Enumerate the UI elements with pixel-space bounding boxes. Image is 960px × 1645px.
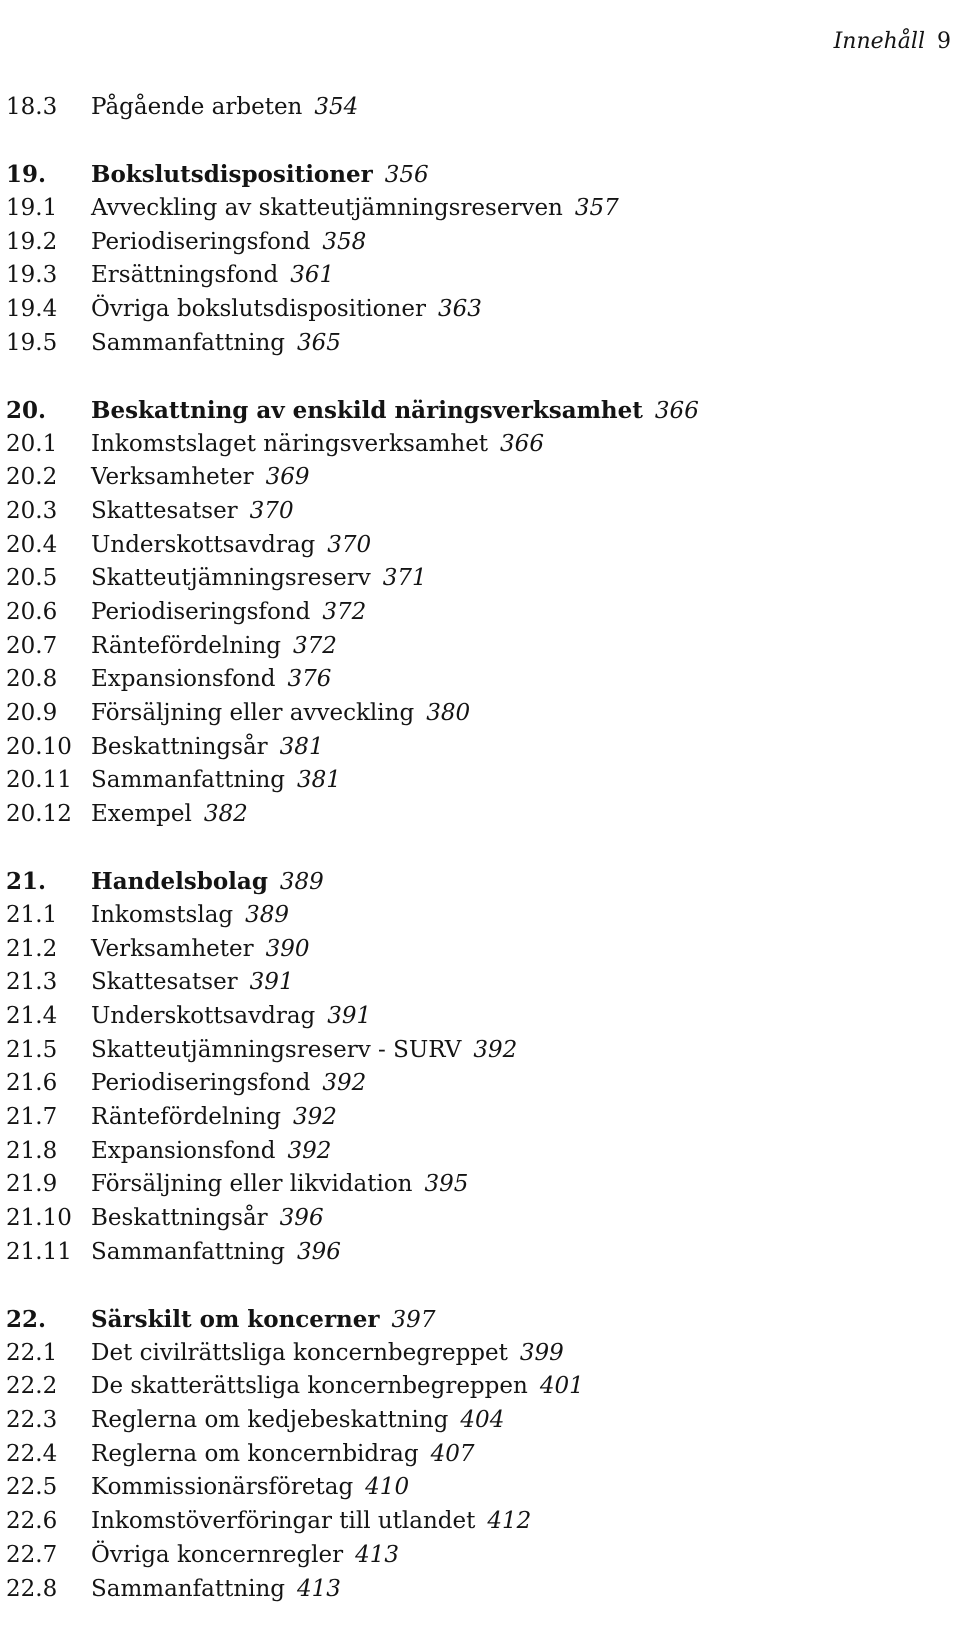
section-title: Försäljning eller likvidation xyxy=(91,1171,413,1198)
section-title: Skattesatser xyxy=(91,969,238,996)
chapter-title: Beskattning av enskild näringsverksamhet xyxy=(91,396,643,424)
entry-title-group xyxy=(91,461,310,495)
section-number: 21.2 xyxy=(6,935,58,962)
toc-entry[interactable] xyxy=(6,495,946,529)
toc-entry[interactable] xyxy=(6,1539,946,1573)
section-number: 20.11 xyxy=(6,767,72,794)
section-title: Reglerna om koncernbidrag xyxy=(91,1440,419,1467)
toc-entry[interactable] xyxy=(6,1370,946,1404)
section-title: Skattesatser xyxy=(91,497,238,524)
toc-entry[interactable] xyxy=(6,1438,946,1472)
page-reference: 363 xyxy=(437,295,482,322)
entry-title-group xyxy=(91,899,289,933)
section-title: Underskottsavdrag xyxy=(91,1003,316,1029)
toc-entry[interactable] xyxy=(6,933,946,967)
section-number: 20.12 xyxy=(6,801,72,828)
entry-title-group xyxy=(91,428,544,462)
toc-entry[interactable] xyxy=(6,596,946,630)
page-reference: 354 xyxy=(314,94,359,120)
chapter-number: 20. xyxy=(6,396,47,424)
section-title: Ersättningsfond xyxy=(91,262,279,289)
page-reference: 396 xyxy=(297,1238,341,1265)
section-title: Verksamheter xyxy=(91,464,254,491)
entry-title-group xyxy=(91,1404,504,1438)
section-title: Inkomstslaget näringsverksamhet xyxy=(91,430,489,457)
page-reference: 392 xyxy=(473,1036,518,1063)
section-number: 20.7 xyxy=(6,632,58,659)
page-reference: 412 xyxy=(487,1508,532,1535)
page-reference: 399 xyxy=(519,1339,564,1366)
section-number: 20.9 xyxy=(6,700,58,726)
section-number: 22.7 xyxy=(6,1541,58,1568)
section-title: De skatterättsliga koncernbegreppen xyxy=(91,1373,528,1400)
page-reference: 380 xyxy=(426,700,471,726)
section-title: Expansionsfond xyxy=(91,1137,276,1164)
page-reference: 370 xyxy=(249,497,294,524)
toc-entry[interactable] xyxy=(6,461,946,495)
page-reference: 366 xyxy=(500,430,544,457)
page-reference: 413 xyxy=(355,1541,400,1568)
section-title: Det civilrättsliga koncernbegreppet xyxy=(91,1339,508,1366)
section-title: Sammanfattning xyxy=(91,1575,286,1602)
entry-title-group xyxy=(91,1337,564,1371)
toc-entry[interactable] xyxy=(6,1067,946,1101)
entry-title-group xyxy=(91,226,366,260)
section-title: Periodiseringsfond xyxy=(91,598,311,625)
section-title: Avveckling av skatteutjämningsreserven xyxy=(91,194,563,221)
toc-entry[interactable] xyxy=(6,630,946,664)
chapter-number: 22. xyxy=(6,1306,47,1333)
toc-entry[interactable] xyxy=(6,1000,946,1034)
page-reference: 381 xyxy=(279,733,324,760)
table-of-contents xyxy=(6,91,946,1640)
page-reference: 389 xyxy=(245,901,290,928)
section-number: 21.6 xyxy=(6,1070,58,1097)
page-reference: 376 xyxy=(287,666,332,693)
chapter-number: 19. xyxy=(6,161,47,189)
toc-entry[interactable] xyxy=(6,1505,946,1539)
toc-entry[interactable] xyxy=(6,899,946,933)
toc-chapter-block xyxy=(6,158,946,360)
page-reference: 366 xyxy=(654,397,699,424)
entry-title-group xyxy=(91,1438,474,1472)
section-number: 20.2 xyxy=(6,464,58,491)
section-number: 20.3 xyxy=(6,497,58,524)
page-reference: 392 xyxy=(292,1104,337,1131)
section-title: Försäljning eller avveckling xyxy=(91,700,415,726)
section-number: 20.4 xyxy=(6,531,58,558)
section-title: Reglerna om kedjebeskattning xyxy=(91,1407,449,1434)
page-reference: 401 xyxy=(539,1373,584,1400)
page-reference: 392 xyxy=(287,1137,332,1164)
section-number: 21.7 xyxy=(6,1104,58,1131)
toc-entry[interactable] xyxy=(6,562,946,596)
entry-title-group xyxy=(91,1034,517,1068)
page-reference: 389 xyxy=(279,869,324,896)
entry-title-group xyxy=(91,293,482,327)
entry-title-group xyxy=(91,562,427,596)
page-reference: 372 xyxy=(322,598,367,625)
page-reference: 396 xyxy=(279,1205,324,1232)
toc-entry[interactable] xyxy=(6,192,946,226)
section-number: 19.2 xyxy=(6,228,58,255)
section-title: Räntefördelning xyxy=(91,1104,281,1131)
section-title: Skatteutjämningsreserv xyxy=(91,565,371,592)
section-number: 20.1 xyxy=(6,430,58,457)
section-number: 21.3 xyxy=(6,969,58,996)
section-title: Skatteutjämningsreserv - SURV xyxy=(91,1036,462,1063)
page-reference: 390 xyxy=(265,935,310,962)
entry-title-group xyxy=(91,596,366,630)
entry-title-group xyxy=(91,158,429,193)
section-number: 19.5 xyxy=(6,329,58,356)
entry-title-group xyxy=(91,697,470,731)
entry-title-group xyxy=(91,192,619,226)
entry-title-group xyxy=(91,1471,409,1505)
running-head-title: Innehåll xyxy=(833,29,925,54)
entry-title-group xyxy=(91,1000,371,1034)
page-number: 9 xyxy=(937,29,951,54)
toc-entry[interactable] xyxy=(6,697,946,731)
toc-entry[interactable] xyxy=(6,764,946,798)
page-reference: 391 xyxy=(249,969,294,996)
section-number: 22.1 xyxy=(6,1339,58,1366)
section-number: 21.8 xyxy=(6,1137,58,1164)
section-number: 19.3 xyxy=(6,262,58,289)
section-title: Beskattningsår xyxy=(91,733,268,760)
toc-chapter-heading[interactable] xyxy=(6,394,946,428)
entry-title-group xyxy=(91,1505,531,1539)
section-number: 22.4 xyxy=(6,1440,58,1467)
entry-title-group xyxy=(91,1236,341,1270)
section-number: 22.6 xyxy=(6,1508,58,1535)
toc-entry[interactable] xyxy=(6,663,946,697)
entry-title-group xyxy=(91,259,334,293)
section-title: Räntefördelning xyxy=(91,632,281,659)
toc-entry[interactable] xyxy=(6,428,946,462)
section-number: 20.5 xyxy=(6,565,58,592)
toc-chapter-heading[interactable] xyxy=(6,865,946,899)
page-reference: 358 xyxy=(322,228,367,255)
section-title: Periodiseringsfond xyxy=(91,1070,311,1097)
toc-entry[interactable] xyxy=(6,327,946,361)
toc-entry[interactable] xyxy=(6,226,946,260)
entry-title-group xyxy=(91,495,294,529)
toc-entry[interactable] xyxy=(6,1573,946,1607)
toc-entry[interactable] xyxy=(6,731,946,765)
section-number: 21.11 xyxy=(6,1238,72,1265)
toc-entry[interactable] xyxy=(6,1168,946,1202)
entry-title-group xyxy=(91,1539,399,1573)
toc-chapter-heading[interactable] xyxy=(6,1303,946,1337)
section-number: 19.1 xyxy=(6,194,58,221)
entry-title-group xyxy=(91,1370,584,1404)
section-title: Verksamheter xyxy=(91,935,254,962)
section-number: 20.8 xyxy=(6,666,58,693)
section-title: Inkomstöverföringar till utlandet xyxy=(91,1508,476,1535)
page-reference: 369 xyxy=(265,464,310,491)
section-number: 22.2 xyxy=(6,1373,58,1400)
section-title: Inkomstslag xyxy=(91,901,234,928)
section-title: Övriga koncernregler xyxy=(91,1541,344,1568)
section-number: 21.1 xyxy=(6,901,58,928)
page-reference: 397 xyxy=(391,1307,436,1333)
page-reference: 407 xyxy=(430,1440,475,1467)
toc-chapter-block xyxy=(6,865,946,1269)
page-reference: 370 xyxy=(327,531,372,558)
page-reference: 356 xyxy=(384,162,429,189)
toc-entry[interactable] xyxy=(6,1135,946,1169)
entry-title-group xyxy=(91,1573,341,1607)
entry-title-group xyxy=(91,529,371,563)
toc-chapter-heading[interactable] xyxy=(6,158,946,192)
chapter-number: 21. xyxy=(6,868,47,896)
section-title: Underskottsavdrag xyxy=(91,531,316,558)
section-number: 21.10 xyxy=(6,1205,72,1232)
entry-title-group xyxy=(91,865,324,900)
page-reference: 381 xyxy=(297,767,341,794)
section-number: 22.8 xyxy=(6,1575,58,1602)
section-title: Sammanfattning xyxy=(91,1238,286,1265)
toc-entry[interactable] xyxy=(6,1202,946,1236)
toc-chapter-block xyxy=(6,91,946,125)
entry-title-group xyxy=(91,327,341,361)
section-title: Pågående arbeten xyxy=(91,94,303,120)
entry-title-group xyxy=(91,798,248,832)
toc-entry[interactable] xyxy=(6,1236,946,1270)
section-number: 22.5 xyxy=(6,1474,58,1501)
entry-title-group xyxy=(91,1135,331,1169)
page-reference: 413 xyxy=(297,1575,341,1602)
page-reference: 382 xyxy=(203,801,248,828)
toc-entry[interactable] xyxy=(6,1337,946,1371)
entry-title-group xyxy=(91,933,310,967)
chapter-title: Särskilt om koncerner xyxy=(91,1306,380,1333)
entry-title-group xyxy=(91,394,699,429)
section-title: Exempel xyxy=(91,801,192,828)
entry-title-group xyxy=(91,663,331,697)
page-reference: 361 xyxy=(290,262,335,289)
page-reference: 410 xyxy=(365,1474,410,1501)
section-title: Övriga bokslutsdispositioner xyxy=(91,295,426,322)
entry-title-group xyxy=(91,630,337,664)
chapter-title: Handelsbolag xyxy=(91,868,268,896)
toc-entry[interactable] xyxy=(6,91,946,125)
chapter-title: Bokslutsdispositioner xyxy=(91,161,373,189)
entry-title-group xyxy=(91,966,294,1000)
entry-title-group xyxy=(91,1303,435,1338)
section-number: 20.6 xyxy=(6,598,58,625)
entry-title-group xyxy=(91,1101,337,1135)
toc-entry[interactable] xyxy=(6,1101,946,1135)
page-reference: 404 xyxy=(460,1407,505,1434)
section-number: 20.10 xyxy=(6,733,72,760)
running-head xyxy=(834,28,951,56)
section-title: Kommissionärsföretag xyxy=(91,1474,354,1501)
section-number: 22.3 xyxy=(6,1407,58,1434)
page-reference: 357 xyxy=(574,194,619,221)
page-reference: 392 xyxy=(322,1070,367,1097)
entry-title-group xyxy=(91,1202,324,1236)
toc-entry[interactable] xyxy=(6,798,946,832)
toc-entry[interactable] xyxy=(6,1471,946,1505)
section-title: Sammanfattning xyxy=(91,329,286,356)
toc-chapter-block xyxy=(6,394,946,832)
entry-title-group xyxy=(91,764,341,798)
toc-entry[interactable] xyxy=(6,1034,946,1068)
toc-entry[interactable] xyxy=(6,293,946,327)
page-reference: 372 xyxy=(292,632,337,659)
page-reference: 365 xyxy=(297,329,341,356)
page-reference: 371 xyxy=(382,565,427,592)
section-number: 19.4 xyxy=(6,295,58,322)
section-title: Expansionsfond xyxy=(91,666,276,693)
toc-chapter-block xyxy=(6,1303,946,1606)
page-reference: 395 xyxy=(424,1171,469,1198)
section-number: 21.4 xyxy=(6,1003,58,1029)
section-number: 18.3 xyxy=(6,94,58,120)
toc-entry[interactable] xyxy=(6,966,946,1000)
section-number: 21.5 xyxy=(6,1036,58,1063)
section-title: Sammanfattning xyxy=(91,767,286,794)
toc-entry[interactable] xyxy=(6,259,946,293)
toc-entry[interactable] xyxy=(6,1404,946,1438)
toc-entry[interactable] xyxy=(6,529,946,563)
section-number: 21.9 xyxy=(6,1171,58,1198)
section-title: Beskattningsår xyxy=(91,1205,268,1232)
entry-title-group xyxy=(91,731,324,765)
page-reference: 391 xyxy=(327,1003,372,1029)
section-title: Periodiseringsfond xyxy=(91,228,311,255)
entry-title-group xyxy=(91,1067,366,1101)
entry-title-group xyxy=(91,91,358,125)
entry-title-group xyxy=(91,1168,468,1202)
